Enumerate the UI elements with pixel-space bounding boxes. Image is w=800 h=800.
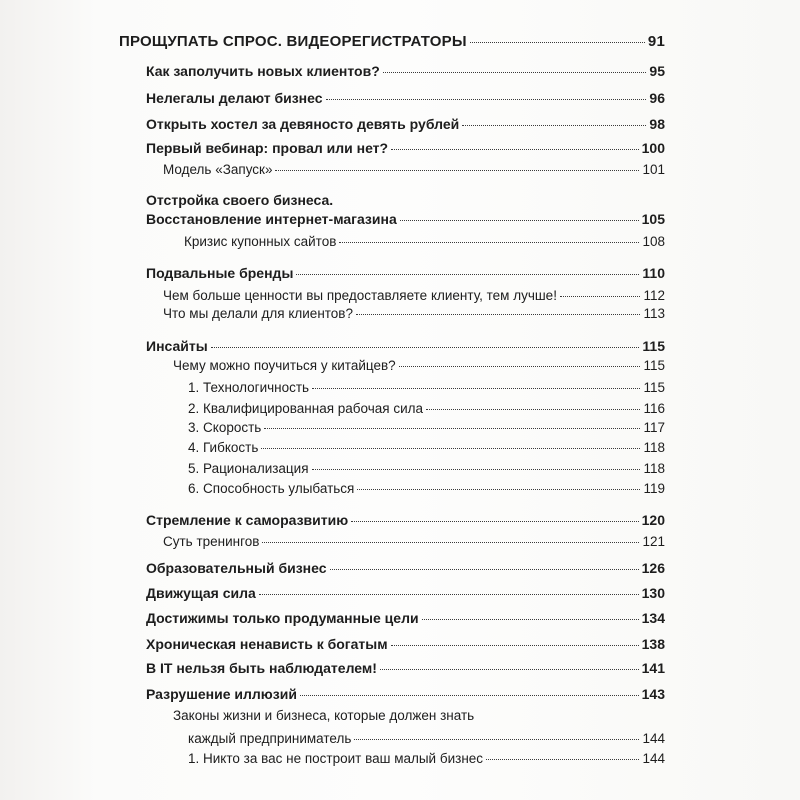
toc-entry-page: 118 <box>643 440 665 455</box>
toc-entry <box>146 63 665 79</box>
toc-entry-page: 116 <box>643 401 665 416</box>
toc-entry-page: 141 <box>641 660 665 676</box>
dot-leader <box>462 125 646 126</box>
dot-leader <box>259 594 639 595</box>
toc-entry <box>146 686 665 702</box>
dot-leader <box>354 739 639 740</box>
toc-entry-title: Движущая сила <box>146 585 256 601</box>
toc-entry-page: 108 <box>642 234 665 249</box>
toc-entry-title: Подвальные бренды <box>146 265 294 281</box>
toc-entry <box>146 140 665 156</box>
toc-entry-title: Образовательный бизнес <box>146 560 327 576</box>
toc-entry-page: 115 <box>642 338 665 354</box>
toc-entry-title: ПРОЩУПАТЬ СПРОС. ВИДЕОРЕГИСТРАТОРЫ <box>119 33 467 50</box>
toc-entry <box>163 162 665 178</box>
dot-leader <box>422 619 639 620</box>
toc-entry <box>146 116 665 132</box>
toc-entry-page: 115 <box>643 380 665 395</box>
toc-entry-page: 110 <box>642 265 665 281</box>
toc-entry-title: Достижимы только продуманные цели <box>146 610 419 626</box>
toc-entry-page: 138 <box>641 636 665 652</box>
dot-leader <box>339 242 639 243</box>
toc-entry <box>188 440 665 456</box>
toc-entry-page: 121 <box>642 534 665 549</box>
dot-leader <box>426 409 640 410</box>
toc-entry-title: 1. Никто за вас не построит ваш малый бизнес <box>188 751 484 766</box>
toc-entry-page: 105 <box>641 211 665 227</box>
dot-leader <box>211 347 640 348</box>
toc-entry-page: 126 <box>641 560 665 576</box>
toc-entry <box>146 636 665 652</box>
toc-entry <box>146 512 665 528</box>
toc-entry-title: Модель «Запуск» <box>163 162 273 177</box>
toc-entry-page: 130 <box>641 585 665 601</box>
dot-leader <box>312 388 640 389</box>
toc-entry-page: 101 <box>642 162 665 177</box>
toc-entry <box>163 534 665 550</box>
dot-leader <box>380 669 639 670</box>
toc-entry-page: 95 <box>649 63 665 79</box>
dot-leader <box>356 314 640 315</box>
dot-leader <box>262 542 639 543</box>
toc-entry-title: 1. Технологичность <box>188 380 310 395</box>
toc-entry-title: Нелегалы делают бизнес <box>146 90 323 106</box>
dot-leader <box>264 428 640 429</box>
toc-entry <box>163 306 665 322</box>
toc-entry-title: Чем больше ценности вы предоставляете клиенту, тем лучше! <box>163 288 557 303</box>
toc-entry-page: 113 <box>643 306 665 321</box>
toc-entry-title: Стремление к саморазвитию <box>146 512 349 528</box>
dot-leader <box>560 296 641 297</box>
toc-entry-title: Суть тренингов <box>163 534 260 549</box>
toc-entry <box>146 660 665 676</box>
toc-entry-page: 112 <box>643 288 665 303</box>
toc-entry <box>146 90 665 106</box>
dot-leader <box>383 72 647 73</box>
toc-entry-page: 144 <box>642 731 665 746</box>
dot-leader <box>357 489 640 490</box>
toc-entry-page: 91 <box>647 33 665 50</box>
toc-entry <box>188 461 665 477</box>
toc-entry-title: В IT нельзя быть наблюдателем! <box>146 660 377 676</box>
toc-entry-title: Что мы делали для клиентов? <box>163 306 353 321</box>
toc-entry <box>188 380 665 396</box>
toc-entry <box>188 731 665 747</box>
toc-entry <box>188 401 665 417</box>
dot-leader <box>326 99 647 100</box>
dot-leader <box>330 569 639 570</box>
dot-leader <box>275 170 639 171</box>
toc-entry <box>146 585 665 601</box>
toc-entry-title: Открыть хостел за девяносто девять рублей <box>146 116 460 132</box>
dot-leader <box>391 645 639 646</box>
toc-entry <box>119 34 665 50</box>
toc-entry-title: Как заполучить новых клиентов? <box>146 63 380 79</box>
dot-leader <box>296 274 639 275</box>
toc-entry <box>146 211 665 227</box>
toc-entry-title: Отстройка своего бизнеса. <box>146 192 334 208</box>
toc-entry-title: Восстановление интернет-магазина <box>146 211 397 227</box>
toc-entry-title: 2. Квалифицированная рабочая сила <box>188 401 424 416</box>
toc-entry-page: 98 <box>649 116 665 132</box>
toc-entry-title: Кризис купонных сайтов <box>184 234 337 249</box>
toc-entry <box>146 560 665 576</box>
toc-entry-page: 143 <box>641 686 665 702</box>
dot-leader <box>261 448 640 449</box>
toc-entry-page: 120 <box>641 512 665 528</box>
toc-entry <box>184 234 665 250</box>
toc-entry-page: 144 <box>642 751 665 766</box>
toc-entry <box>188 420 665 436</box>
toc-entry <box>188 751 665 767</box>
toc-entry-title: 3. Скорость <box>188 420 262 435</box>
toc-entry-page: 119 <box>643 481 665 496</box>
dot-leader <box>470 42 645 43</box>
toc-entry-title: Законы жизни и бизнеса, которые должен знать <box>173 708 475 723</box>
toc-entry <box>173 358 665 374</box>
toc-entry-title: Инсайты <box>146 338 208 354</box>
toc-entry-title: 6. Способность улыбаться <box>188 481 355 496</box>
dot-leader <box>400 220 639 221</box>
toc-entry <box>146 610 665 626</box>
dot-leader <box>486 759 639 760</box>
toc-entry <box>188 481 665 497</box>
toc-entry-title: Первый вебинар: провал или нет? <box>146 140 389 156</box>
toc-entry <box>163 288 665 304</box>
toc-entry <box>146 265 665 281</box>
toc-entry-page: 118 <box>643 461 665 476</box>
toc-entry-title: 4. Гибкость <box>188 440 259 455</box>
dot-leader <box>399 366 641 367</box>
toc-entry <box>146 338 665 354</box>
toc-entry-page: 134 <box>641 610 665 626</box>
toc-entry-title: 5. Рационализация <box>188 461 309 476</box>
toc-entry-page: 117 <box>643 420 665 435</box>
toc-entry-page: 115 <box>643 358 665 373</box>
dot-leader <box>391 149 639 150</box>
dot-leader <box>351 521 638 522</box>
toc-entry-title: Чему можно поучиться у китайцев? <box>173 358 396 373</box>
toc-entry-page: 96 <box>649 90 665 106</box>
dot-leader <box>312 469 641 470</box>
dot-leader <box>300 695 639 696</box>
toc-entry-title: Разрушение иллюзий <box>146 686 297 702</box>
toc-entry-page: 100 <box>641 140 665 156</box>
toc-entry-title: каждый предприниматель <box>188 731 352 746</box>
toc-entry-title: Хроническая ненависть к богатым <box>146 636 388 652</box>
